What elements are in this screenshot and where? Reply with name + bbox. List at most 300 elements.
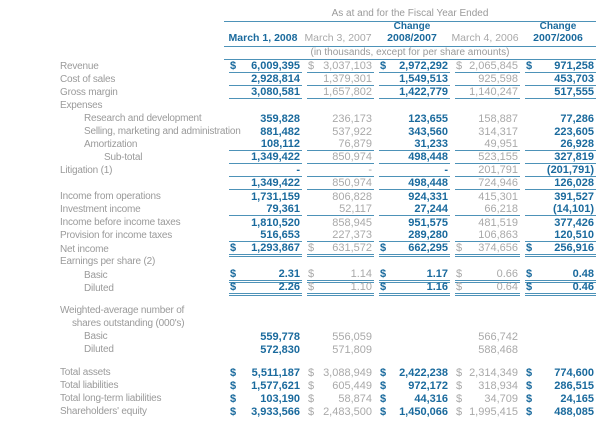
row-label: shares outstanding (000's) [72, 318, 185, 329]
dollar-sign: $ [380, 366, 387, 379]
cell-selling-marketing-administration-fy2008 [229, 125, 302, 138]
cell-shares-basic-change-2008-2007 [379, 330, 450, 343]
row-label: Shareholders' equity [60, 406, 147, 417]
dollar-sign: $ [308, 242, 315, 254]
cell-weighted-average-heading-line2-fy2007 [307, 317, 374, 330]
table-row-shares-diluted [2, 343, 600, 356]
cell-weighted-average-heading-line1-change-2007-2006 [525, 304, 596, 317]
cell-amortization-fy2008 [229, 138, 302, 151]
cell-gross-margin-change-2007-2006 [525, 86, 596, 99]
cell-value: 377,426 [554, 216, 594, 229]
cell-value: 774,600 [554, 366, 594, 379]
cell-value: 1,349,422 [251, 177, 300, 189]
cell-expenses-sub-total-fy2008 [229, 151, 302, 164]
dollar-sign: $ [380, 281, 387, 293]
cell-value: 123,655 [408, 112, 448, 125]
dollar-sign: $ [380, 242, 387, 254]
cell-litigation-fy2007 [307, 164, 374, 177]
row-label: Gross margin [60, 87, 118, 98]
dollar-sign: $ [456, 405, 463, 418]
cell-income-before-income-taxes-fy2007 [307, 216, 374, 229]
cell-value: 0.64 [496, 281, 518, 293]
cell-gross-margin-fy2007 [307, 86, 374, 99]
cell-value: 24,165 [560, 392, 594, 405]
row-label: Sub-total [104, 152, 143, 163]
table-row-provision-for-income-taxes [2, 229, 600, 242]
cell-litigation-fy2006 [455, 164, 520, 177]
column-header-change-2008-2007 [374, 22, 450, 44]
cell-value: 566,742 [478, 330, 518, 343]
dollar-sign: $ [308, 281, 315, 293]
cell-value: 1,422,779 [399, 86, 448, 98]
cell-shareholders-equity-fy2007 [307, 405, 374, 418]
row-label: Expenses [60, 100, 103, 111]
cell-value: 588,468 [478, 343, 518, 356]
cell-expenses-sub-total-fy2007 [307, 151, 374, 164]
cell-amortization-change-2008-2007 [379, 138, 450, 151]
column-header-line1 [450, 22, 520, 32]
dollar-sign: $ [230, 405, 237, 418]
cell-value: 850,974 [332, 151, 372, 163]
row-label: Basic [84, 331, 108, 342]
column-header-line2: March 4, 2006 [451, 32, 519, 44]
column-header-line2: 2008/2007 [387, 32, 437, 44]
cell-selling-marketing-administration-fy2006 [455, 125, 520, 138]
column-header-line1: Change [393, 21, 431, 32]
cell-value: 0.46 [572, 281, 594, 293]
cell-value: 49,951 [484, 138, 518, 150]
cell-selling-marketing-administration-change-2008-2007 [379, 125, 450, 138]
cell-value: 3,088,949 [323, 366, 372, 379]
cell-expenses-heading-fy2007 [307, 99, 374, 112]
cell-income-before-income-taxes-fy2006 [455, 216, 520, 229]
cell-weighted-average-heading-line1-fy2006 [455, 304, 520, 317]
row-label: Provision for income taxes [60, 230, 173, 241]
column-header-fy2007 [302, 22, 374, 44]
cell-litigation-change-2008-2007 [379, 164, 450, 177]
table-row-total-long-term-liabilities [2, 392, 600, 405]
cell-value: 951,575 [408, 216, 448, 229]
cell-value: 498,448 [408, 151, 448, 163]
cell-value: 76,879 [338, 138, 372, 150]
cell-value: 2,928,814 [251, 73, 300, 85]
cell-investment-income-fy2006 [455, 203, 520, 216]
row-label: Investment income [60, 204, 141, 215]
column-header-row [2, 22, 600, 47]
cell-shares-diluted-fy2006 [455, 343, 520, 356]
cell-total-assets-fy2007 [307, 366, 374, 379]
cell-value: 318,934 [478, 379, 518, 392]
cell-shares-diluted-change-2007-2006 [525, 343, 596, 356]
table-row-cost-of-sales [2, 73, 600, 86]
cell-research-and-development-fy2008 [229, 112, 302, 125]
cell-cost-of-sales-fy2006 [455, 73, 520, 86]
cell-total-assets-fy2006 [455, 366, 520, 379]
cell-value: 924,331 [408, 190, 448, 203]
cell-total-after-litigation-fy2008 [229, 177, 302, 190]
dollar-sign: $ [380, 379, 387, 392]
cell-value: 0.66 [496, 268, 518, 280]
table-row-shares-basic [2, 330, 600, 343]
table-row-litigation [2, 164, 600, 177]
cell-value: 1,577,621 [251, 379, 300, 392]
cell-value: 1,450,066 [399, 405, 448, 418]
dollar-sign: $ [230, 281, 237, 293]
cell-shareholders-equity-change-2007-2006 [525, 405, 596, 418]
column-header-line2: 2007/2006 [533, 32, 583, 44]
column-header-line1 [302, 22, 374, 32]
cell-total-assets-change-2008-2007 [379, 366, 450, 379]
cell-value: 6,009,395 [251, 60, 300, 72]
cell-value: 572,830 [260, 343, 300, 356]
cell-value: 1.17 [426, 268, 448, 280]
cell-value: 453,703 [554, 73, 594, 85]
dollar-sign: $ [308, 392, 315, 405]
dollar-sign: $ [456, 366, 463, 379]
cell-litigation-change-2007-2006 [525, 164, 596, 177]
cell-total-long-term-liabilities-fy2007 [307, 392, 374, 405]
cell-investment-income-change-2008-2007 [379, 203, 450, 216]
cell-value: - [296, 164, 300, 176]
row-label: Total assets [60, 367, 111, 378]
cell-value: 516,653 [260, 229, 300, 241]
cell-expenses-sub-total-fy2006 [455, 151, 520, 164]
cell-selling-marketing-administration-fy2007 [307, 125, 374, 138]
cell-value: 1.14 [350, 268, 372, 280]
dollar-sign: $ [308, 60, 315, 72]
cell-shares-diluted-fy2008 [229, 343, 302, 356]
cell-value: 103,190 [260, 392, 300, 405]
cell-value: 2,972,292 [399, 60, 448, 72]
table-row-research-and-development [2, 112, 600, 125]
cell-revenue-change-2007-2006 [525, 60, 596, 73]
cell-weighted-average-heading-line1-change-2008-2007 [379, 304, 450, 317]
cell-total-long-term-liabilities-change-2008-2007 [379, 392, 450, 405]
cell-revenue-fy2008 [229, 60, 302, 73]
dollar-sign: $ [230, 392, 237, 405]
table-row-weighted-average-heading-line2 [2, 317, 600, 330]
row-label: Research and development [84, 113, 202, 124]
row-label: Weighted-average number of [60, 305, 185, 316]
cell-value: 3,037,103 [323, 60, 372, 72]
table-row-total-liabilities [2, 379, 600, 392]
dollar-sign: $ [456, 379, 463, 392]
cell-total-after-litigation-fy2006 [455, 177, 520, 190]
dollar-sign: $ [230, 366, 237, 379]
column-headers [224, 22, 596, 47]
cell-value: 1,379,301 [323, 73, 372, 85]
dollar-sign: $ [526, 268, 533, 280]
cell-provision-for-income-taxes-change-2007-2006 [525, 229, 596, 242]
dollar-sign: $ [526, 242, 533, 254]
cell-value: 236,173 [332, 112, 372, 125]
cell-total-liabilities-fy2008 [229, 379, 302, 392]
cell-value: 52,117 [339, 203, 372, 215]
cell-revenue-fy2007 [307, 60, 374, 73]
cell-total-long-term-liabilities-fy2006 [455, 392, 520, 405]
cell-provision-for-income-taxes-fy2006 [455, 229, 520, 242]
cell-total-long-term-liabilities-fy2008 [229, 392, 302, 405]
dollar-sign: $ [526, 379, 533, 392]
table-row-total-assets [2, 366, 600, 379]
cell-value: 2.26 [278, 281, 300, 293]
dollar-sign: $ [456, 281, 463, 293]
cell-value: 5,511,187 [251, 366, 300, 379]
row-label: Litigation (1) [60, 165, 113, 176]
cell-value: 34,709 [484, 392, 518, 405]
cell-value: - [444, 164, 448, 176]
dollar-sign: $ [526, 405, 533, 418]
cell-income-before-income-taxes-change-2008-2007 [379, 216, 450, 229]
table-row-weighted-average-heading-line1 [2, 304, 600, 317]
row-label: Income before income taxes [60, 217, 181, 228]
cell-value: 26,928 [560, 138, 594, 150]
cell-value: 286,515 [554, 379, 594, 392]
dollar-sign: $ [526, 281, 533, 293]
cell-earnings-per-share-heading-change-2008-2007 [379, 255, 450, 268]
column-header-fy2008 [224, 22, 302, 44]
cell-value: (14,101) [553, 203, 594, 215]
cell-research-and-development-fy2007 [307, 112, 374, 125]
cell-revenue-change-2008-2007 [379, 60, 450, 73]
dollar-sign: $ [308, 405, 315, 418]
cell-value: 0.48 [572, 268, 594, 280]
cell-value: 3,933,566 [251, 405, 300, 418]
dollar-sign: $ [526, 392, 533, 405]
cell-value: 850,974 [332, 177, 372, 189]
dollar-sign: $ [230, 268, 237, 280]
dollar-sign: $ [308, 366, 315, 379]
cell-shares-diluted-fy2007 [307, 343, 374, 356]
row-label: Net income [60, 244, 109, 255]
cell-total-after-litigation-fy2007 [307, 177, 374, 190]
fiscal-note-row [2, 7, 600, 22]
table-row-gross-margin [2, 86, 600, 99]
cell-gross-margin-change-2008-2007 [379, 86, 450, 99]
cell-value: 1,140,247 [469, 86, 518, 98]
row-label: Amortization [84, 139, 138, 150]
cell-expenses-heading-change-2008-2007 [379, 99, 450, 112]
cell-earnings-per-share-heading-change-2007-2006 [525, 255, 596, 268]
cell-value: 488,085 [554, 405, 594, 418]
cell-value: 858,945 [332, 216, 372, 229]
cell-value: 523,155 [478, 151, 518, 163]
cell-revenue-fy2006 [455, 60, 520, 73]
cell-value: 2,483,500 [323, 405, 372, 418]
cell-total-long-term-liabilities-change-2007-2006 [525, 392, 596, 405]
cell-value: 605,449 [332, 379, 372, 392]
cell-value: 1.10 [350, 281, 372, 293]
cell-value: 806,828 [332, 190, 372, 203]
cell-total-liabilities-change-2008-2007 [379, 379, 450, 392]
cell-cost-of-sales-change-2008-2007 [379, 73, 450, 86]
dollar-sign: $ [230, 242, 237, 254]
cell-weighted-average-heading-line1-fy2007 [307, 304, 374, 317]
cell-value: 77,286 [560, 112, 594, 125]
table-row-expenses-sub-total [2, 151, 600, 164]
cell-value: 256,916 [554, 242, 594, 254]
cell-value: 2.31 [278, 268, 300, 280]
cell-value: 724,946 [478, 177, 518, 189]
fiscal-year-note [224, 7, 596, 22]
row-label: Income from operations [60, 191, 161, 202]
row-label: Diluted [84, 344, 114, 355]
cell-value: 1,293,867 [251, 242, 300, 254]
cell-earnings-per-share-heading-fy2007 [307, 255, 374, 268]
cell-total-liabilities-fy2007 [307, 379, 374, 392]
cell-shareholders-equity-change-2008-2007 [379, 405, 450, 418]
dollar-sign: $ [456, 242, 463, 254]
cell-total-after-litigation-change-2007-2006 [525, 177, 596, 190]
cell-value: 158,887 [478, 112, 518, 125]
cell-earnings-per-share-heading-fy2006 [455, 255, 520, 268]
cell-value: 556,059 [332, 330, 372, 343]
cell-value: 481,519 [478, 216, 518, 229]
cell-investment-income-fy2008 [229, 203, 302, 216]
cell-value: 1,731,159 [251, 190, 300, 203]
cell-value: (201,791) [546, 164, 594, 176]
cell-value: 289,280 [408, 229, 448, 241]
cell-eps-diluted-fy2008 [229, 281, 302, 296]
cell-value: 58,874 [338, 392, 372, 405]
cell-value: 126,028 [554, 177, 594, 189]
cell-total-after-litigation-change-2008-2007 [379, 177, 450, 190]
cell-value: 559,778 [260, 330, 300, 343]
cell-value: 2,065,845 [469, 60, 518, 72]
units-note-text: (in thousands, except for per share amounts) [310, 47, 510, 58]
cell-value: 1,995,415 [469, 405, 518, 418]
row-label: Earnings per share (2) [60, 256, 156, 267]
cell-total-assets-change-2007-2006 [525, 366, 596, 379]
table-row-eps-diluted [2, 281, 600, 294]
cell-weighted-average-heading-line2-fy2006 [455, 317, 520, 330]
cell-income-from-operations-change-2007-2006 [525, 190, 596, 203]
cell-value: 66,218 [484, 203, 518, 215]
table-row-income-from-operations [2, 190, 600, 203]
cell-income-from-operations-fy2007 [307, 190, 374, 203]
cell-value: 106,863 [478, 229, 518, 241]
cell-value: 79,361 [266, 203, 300, 215]
cell-amortization-fy2007 [307, 138, 374, 151]
cell-total-assets-fy2008 [229, 366, 302, 379]
cell-value: 3,080,581 [251, 86, 300, 98]
cell-value: 571,809 [332, 343, 372, 356]
cell-value: 517,555 [554, 86, 594, 98]
dollar-sign: $ [380, 60, 387, 72]
cell-expenses-sub-total-change-2007-2006 [525, 151, 596, 164]
cell-weighted-average-heading-line2-change-2008-2007 [379, 317, 450, 330]
table-row-amortization [2, 138, 600, 151]
fiscal-year-note-text: As at and for the Fiscal Year Ended [331, 8, 489, 19]
cell-provision-for-income-taxes-fy2008 [229, 229, 302, 242]
cell-provision-for-income-taxes-fy2007 [307, 229, 374, 242]
cell-value: 537,922 [332, 125, 372, 138]
cell-investment-income-fy2007 [307, 203, 374, 216]
cell-value: 44,316 [414, 392, 448, 405]
cell-eps-diluted-fy2006 [455, 281, 520, 296]
cell-research-and-development-fy2006 [455, 112, 520, 125]
cell-shares-diluted-change-2008-2007 [379, 343, 450, 356]
cell-income-from-operations-change-2008-2007 [379, 190, 450, 203]
cell-provision-for-income-taxes-change-2008-2007 [379, 229, 450, 242]
table-row-total-after-litigation [2, 177, 600, 190]
dollar-sign: $ [456, 60, 463, 72]
cell-value: 31,233 [414, 138, 448, 150]
column-header-line2: March 3, 2007 [304, 32, 372, 44]
cell-shareholders-equity-fy2008 [229, 405, 302, 418]
cell-value: 972,172 [408, 379, 448, 392]
table-row-expenses-heading [2, 99, 600, 112]
cell-value: 314,317 [478, 125, 518, 138]
table-row-investment-income [2, 203, 600, 216]
cell-shares-basic-change-2007-2006 [525, 330, 596, 343]
cell-amortization-fy2006 [455, 138, 520, 151]
cell-value: 327,819 [554, 151, 594, 163]
table-row-selling-marketing-administration [2, 125, 600, 138]
cell-cost-of-sales-change-2007-2006 [525, 73, 596, 86]
cell-value: 881,482 [260, 125, 300, 138]
spacer-2 [2, 356, 600, 366]
cell-shareholders-equity-fy2006 [455, 405, 520, 418]
cell-value: 227,373 [332, 229, 372, 241]
dollar-sign: $ [230, 379, 237, 392]
row-label: Total liabilities [60, 380, 119, 391]
cell-gross-margin-fy2008 [229, 86, 302, 99]
cell-cost-of-sales-fy2007 [307, 73, 374, 86]
column-header-line2: March 1, 2008 [228, 32, 298, 44]
cell-value: 971,258 [554, 60, 594, 72]
row-label: Basic [84, 270, 108, 281]
cell-earnings-per-share-heading-fy2008 [229, 255, 302, 268]
table-row-revenue [2, 60, 600, 73]
cell-litigation-fy2008 [229, 164, 302, 177]
cell-amortization-change-2007-2006 [525, 138, 596, 151]
row-label: Diluted [84, 283, 114, 294]
dollar-sign: $ [456, 268, 463, 280]
cell-value: 391,527 [554, 190, 594, 203]
cell-value: - [368, 164, 372, 176]
cell-income-from-operations-fy2008 [229, 190, 302, 203]
cell-value: 1,657,802 [323, 86, 372, 98]
row-label: Total long-term liabilities [60, 393, 162, 404]
cell-weighted-average-heading-line2-change-2007-2006 [525, 317, 596, 330]
cell-expenses-heading-change-2007-2006 [525, 99, 596, 112]
cell-research-and-development-change-2007-2006 [525, 112, 596, 125]
table-row-eps-basic [2, 268, 600, 281]
dollar-sign: $ [526, 366, 533, 379]
cell-value: 498,448 [408, 177, 448, 189]
cell-value: 108,112 [260, 138, 300, 150]
cell-value: 631,572 [332, 242, 372, 254]
cell-value: 201,791 [478, 164, 518, 176]
column-header-line1: Change [539, 21, 577, 32]
cell-total-liabilities-change-2007-2006 [525, 379, 596, 392]
dollar-sign: $ [526, 60, 533, 72]
cell-investment-income-change-2007-2006 [525, 203, 596, 216]
cell-value: 343,560 [408, 125, 448, 138]
cell-income-before-income-taxes-change-2007-2006 [525, 216, 596, 229]
dollar-sign: $ [308, 379, 315, 392]
cell-eps-diluted-change-2008-2007 [379, 281, 450, 296]
dollar-sign: $ [230, 60, 237, 72]
cell-value: 1.16 [426, 281, 448, 293]
cell-income-before-income-taxes-fy2008 [229, 216, 302, 229]
cell-selling-marketing-administration-change-2007-2006 [525, 125, 596, 138]
cell-expenses-sub-total-change-2008-2007 [379, 151, 450, 164]
cell-total-liabilities-fy2006 [455, 379, 520, 392]
table-row-net-income [2, 242, 600, 255]
cell-expenses-heading-fy2008 [229, 99, 302, 112]
